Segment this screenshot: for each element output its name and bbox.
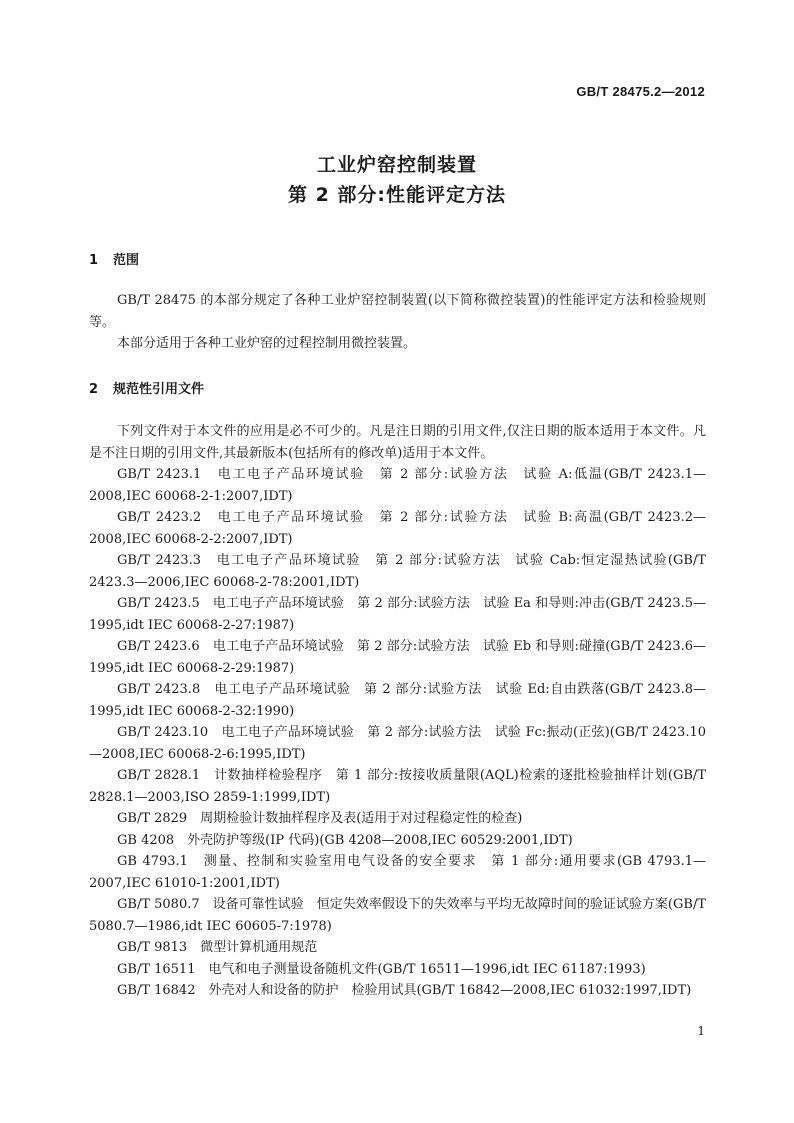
section-1-paragraph: GB/T 28475 的本部分规定了各种工业炉窑控制装置(以下简称微控装置)的性能评定方法和检验规则等。 [89, 293, 706, 330]
reference-item: GB/T 16842 外壳对人和设备的防护 检验用试具(GB/T 16842—2008,IEC 61032:1997,IDT) [117, 983, 692, 998]
section-1-number: 1 [89, 253, 99, 268]
reference-item: GB 4793.1 测量、控制和实验室用电气设备的安全要求 第 1 部分:通用要求(GB 4793.1—2007,IEC 61010-1:2001,IDT) [89, 854, 706, 891]
reference-item: GB/T 2423.2 电工电子产品环境试验 第 2 部分:试验方法 试验 B:高温(GB/T 2423.2—2008,IEC 60068-2-2:2007,IDT) [89, 510, 706, 547]
reference-item: GB/T 9813 微型计算机通用规范 [117, 940, 318, 955]
reference-item: GB/T 2829 周期检验计数抽样程序及表(适用于对过程稳定性的检查) [117, 811, 523, 826]
standard-code: GB/T 28475.2—2012 [576, 84, 705, 99]
reference-item: GB/T 2423.10 电工电子产品环境试验 第 2 部分:试验方法 试验 Fc:振动(正弦)(GB/T 2423.10—2008,IEC 60068-2-6:1995,IDT) [89, 725, 706, 762]
reference-item: GB/T 16511 电气和电子测量设备随机文件(GB/T 16511—1996,idt IEC 61187:1993) [117, 961, 646, 977]
section-2-title: 规范性引用文件 [113, 382, 205, 397]
reference-list [89, 421, 706, 1002]
reference-item: GB/T 2423.6 电工电子产品环境试验 第 2 部分:试验方法 试验 Eb 和导则:碰撞(GB/T 2423.6—1995,idt IEC 60068-2-29:1987) [89, 639, 706, 676]
reference-item: GB/T 2423.3 电工电子产品环境试验 第 2 部分:试验方法 试验 Cab:恒定湿热试验(GB/T 2423.3—2006,IEC 60068-2-78:2001,IDT) [89, 553, 706, 590]
reference-item: GB/T 5080.7 设备可靠性试验 恒定失效率假设下的失效率与平均无故障时间的验证试验方案(GB/T 5080.7—1986,idt IEC 60605-7:1978) [89, 897, 706, 934]
page-number: 1 [697, 1024, 705, 1038]
reference-item: GB/T 2423.8 电工电子产品环境试验 第 2 部分:试验方法 试验 Ed:自由跌落(GB/T 2423.8—1995,idt IEC 60068-2-32:1990) [89, 682, 706, 719]
reference-item: GB/T 2828.1 计数抽样检验程序 第 1 部分:按接收质量限(AQL)检索的逐批检验抽样计划(GB/T 2828.1—2003,ISO 2859-1:1999,IDT) [89, 768, 706, 805]
title-line-1: 工业炉窑控制装置 [316, 154, 477, 176]
reference-item: GB/T 2423.5 电工电子产品环境试验 第 2 部分:试验方法 试验 Ea 和导则:冲击(GB/T 2423.5—1995,idt IEC 60068-2-27:1987) [89, 596, 706, 633]
document-title [0, 150, 794, 210]
section-1-paragraph: 本部分适用于各种工业炉窑的过程控制用微控装置。 [117, 336, 417, 351]
title-line-2: 第 2 部分:性能评定方法 [287, 184, 507, 206]
reference-item: GB/T 2423.1 电工电子产品环境试验 第 2 部分:试验方法 试验 A:低温(GB/T 2423.1—2008,IEC 60068-2-1:2007,IDT) [89, 467, 706, 504]
section-2-heading [89, 378, 204, 397]
section-1-title: 范围 [113, 253, 140, 268]
section-2-intro: 下列文件对于本文件的应用是必不可少的。凡是注日期的引用文件,仅注日期的版本适用于本文件。凡是不注日期的引用文件,其最新版本(包括所有的修改单)适用于本文件。 [89, 424, 706, 461]
section-1-heading [89, 249, 139, 268]
section-2-number: 2 [89, 382, 99, 397]
reference-item: GB 4208 外壳防护等级(IP 代码)(GB 4208—2008,IEC 60529:2001,IDT) [117, 832, 573, 848]
